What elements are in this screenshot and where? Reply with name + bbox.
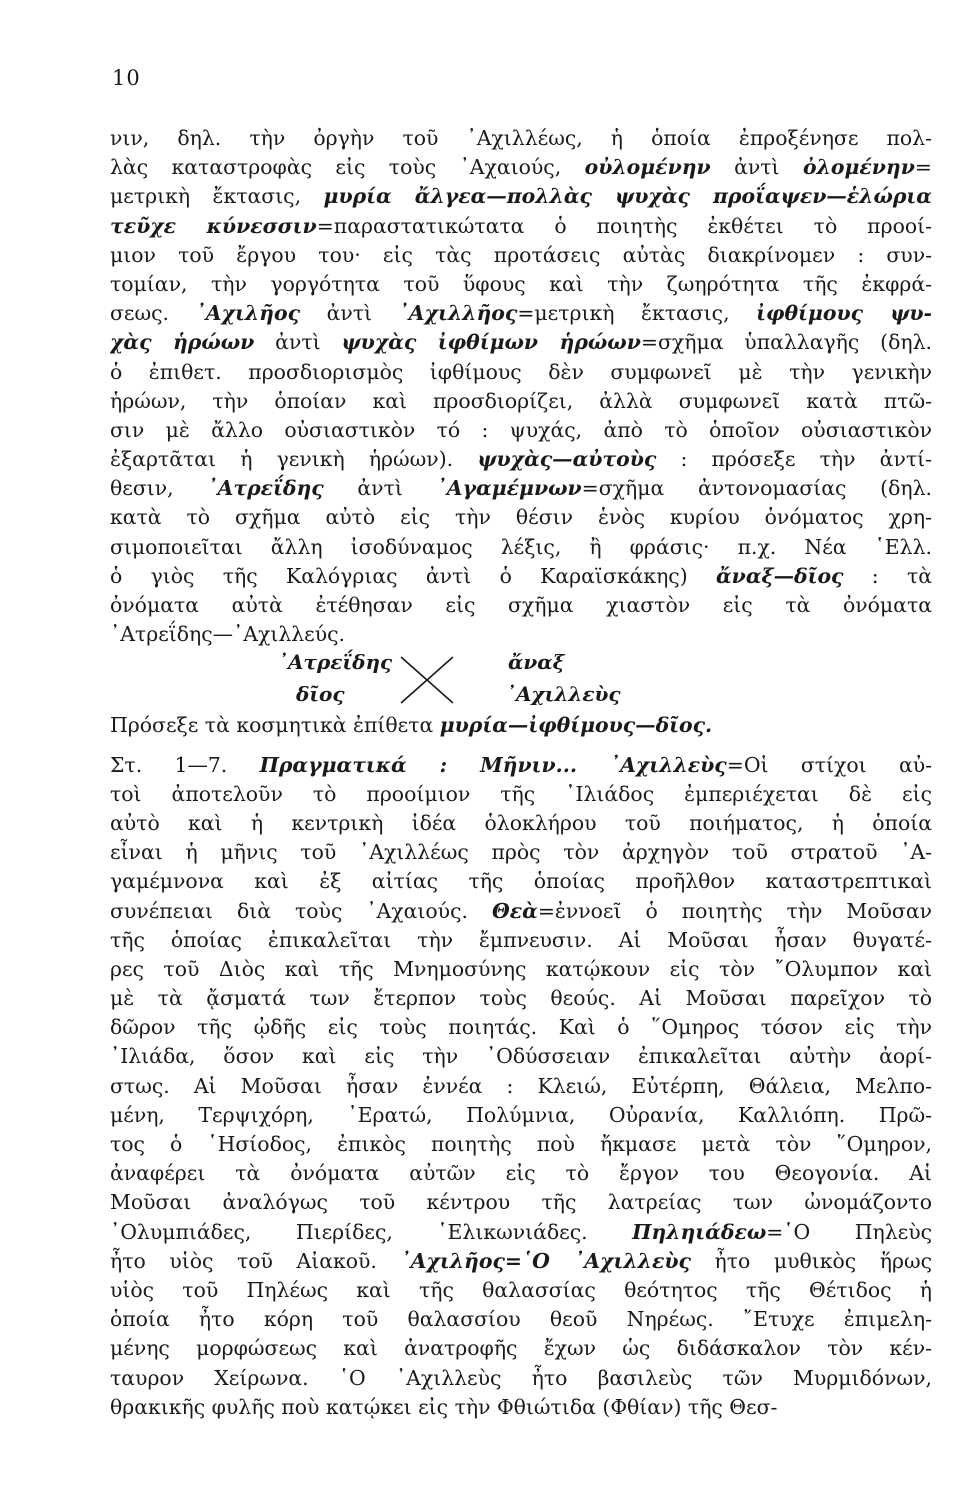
text-run: =σχῆμα ὑπαλλαγῆς (δηλ. bbox=[640, 330, 932, 355]
text-run: μετρικὴ ἔκτασις, bbox=[110, 184, 324, 209]
text-line bbox=[110, 182, 932, 211]
text-run: μὲ τὰ ᾄσματά των ἔτερπον τοὺς θεούς. Αἱ Μοῦσαι παρεῖχον τὸ bbox=[110, 986, 932, 1011]
text-run: ἡρώων, τὴν ὁποίαν καὶ προσδιορίζει, ἀλλὰ συμφωνεῖ κατὰ πτῶ- bbox=[110, 388, 932, 413]
emphasized-term: χὰς ἡρώων bbox=[110, 330, 255, 355]
text-run: =Οἱ στίχοι αὐ- bbox=[726, 752, 932, 777]
text-line bbox=[110, 1101, 932, 1130]
text-run: ᾽Ιλιάδα, ὅσον καὶ εἰς τὴν ᾽Οδύσσειαν ἐπικαλεῖται αὐτὴν ἀορί- bbox=[110, 1044, 932, 1069]
text-run: Μοῦσαι ἀναλόγως τοῦ κέντρου τῆς λατρείας των ὠνομάζοντο bbox=[110, 1190, 932, 1215]
text-line bbox=[110, 984, 932, 1013]
text-run: ἦτο υἱὸς τοῦ Αἰακοῦ. bbox=[110, 1248, 401, 1273]
text-run: ταυρον Χείρωνα. ῾Ο ᾽Αχιλλεὺς ἦτο βασιλεὺς τῶν Μυρμιδόνων, bbox=[110, 1365, 932, 1390]
text-run: τοὶ ἀποτελοῦν τὸ προοίμιον τῆς ᾽Ιλιάδος ἐμπεριέχεται δὲ εἰς bbox=[110, 781, 932, 806]
text-run: =῾Ο Πηλεὺς bbox=[766, 1219, 932, 1244]
text-run: ᾽Ατρεΐδης—᾽Αχιλλεύς. bbox=[110, 622, 346, 647]
text-run: ρες τοῦ Διὸς καὶ τῆς Μνημοσύνης κατῴκουν εἰς τὸν ῎Ολυμπον καὶ bbox=[110, 956, 932, 981]
text-run: υἱὸς τοῦ Πηλέως καὶ τῆς θαλασσίας θεότητος τῆς Θέτιδος ἡ bbox=[110, 1277, 932, 1302]
chiasm-top-left: ᾽Ατρεΐδης bbox=[278, 650, 393, 675]
text-run: σεως. bbox=[110, 301, 196, 326]
text-run: νιν, δηλ. τὴν ὀργὴν τοῦ ᾽Αχιλλέως, ἡ ὁποία ἐπροξένησε πολ- bbox=[110, 126, 932, 150]
text-line bbox=[110, 955, 932, 984]
text-run: λὰς καταστροφὰς εἰς τοὺς ᾽Αχαιούς, bbox=[110, 155, 585, 180]
text-line bbox=[110, 241, 932, 270]
text-line bbox=[110, 809, 932, 838]
emphasized-term: ἰφθίμους ψυ- bbox=[756, 301, 932, 326]
text-run: =παραστατικώτατα ὁ ποιητὴς ἐκθέτει τὸ προοί- bbox=[316, 213, 932, 238]
chiasm-diagram bbox=[110, 649, 932, 711]
text-line bbox=[110, 153, 932, 182]
emphasized-term: ᾽Αχιλῆος bbox=[195, 301, 301, 326]
emphasized-term: ᾽Αχιλῆος=῾Ο ᾽Αχιλλεὺς bbox=[400, 1248, 691, 1273]
text-line bbox=[110, 1072, 932, 1101]
text-run: ἀντὶ bbox=[323, 476, 437, 501]
text-run: γαμέμνονα καὶ ἐξ αἰτίας τῆς ὁποίας προῆλθον καταστρεπτικαὶ bbox=[110, 869, 932, 894]
text-run: ὀνόματα αὐτὰ ἐτέθησαν εἰς σχῆμα χιαστὸν εἰς τὰ ὀνόματα bbox=[110, 593, 932, 617]
text-line bbox=[110, 1364, 932, 1393]
text-run: ἀναφέρει τὰ ὀνόματα αὐτῶν εἰς τὸ ἔργον του Θεογονία. Αἱ bbox=[110, 1161, 932, 1186]
text-run: =σχῆμα ἀντονομασίας (δηλ. bbox=[581, 476, 932, 501]
text-line bbox=[110, 270, 932, 299]
emphasized-term: ᾽Αχιλλῆος bbox=[398, 301, 518, 326]
text-line bbox=[110, 533, 932, 562]
commentary-block-subject bbox=[110, 711, 932, 1422]
text-run: : πρόσεξε τὴν ἀντί- bbox=[656, 447, 932, 472]
text-run: τος ὁ ῾Ησίοδος, ἐπικὸς ποιητὴς ποὺ ἤκμασε μετὰ τὸν ῞Ομηρον, bbox=[110, 1132, 932, 1156]
text-line bbox=[110, 124, 932, 153]
text-line bbox=[110, 1247, 932, 1276]
text-line bbox=[110, 1042, 932, 1071]
text-run: Στ. 1—7. bbox=[110, 752, 260, 777]
text-line bbox=[110, 751, 932, 780]
emphasized-term: Πραγματικά : Μῆνιν... ᾽Αχιλλεὺς bbox=[259, 752, 727, 777]
text-run: ἀντὶ bbox=[254, 330, 342, 355]
text-line bbox=[110, 838, 932, 867]
emphasized-term: μυρία—ἰφθίμους—δῖος. bbox=[439, 713, 713, 738]
text-run: : τὰ bbox=[843, 563, 932, 588]
text-run: Πρόσεξε τὰ κοσμητικὰ ἐπίθετα bbox=[110, 713, 440, 738]
emphasized-term: Θεὰ bbox=[491, 898, 538, 923]
emphasized-term: ψυχὰς ἰφθίμων ἡρώων bbox=[341, 330, 641, 355]
text-run: κατὰ τὸ σχῆμα αὐτὸ εἰς τὴν θέσιν ἑνὸς κυρίου ὀνόματος χρη- bbox=[110, 505, 932, 530]
body-text bbox=[110, 124, 932, 1422]
text-line bbox=[110, 387, 932, 416]
page-number: 10 bbox=[112, 66, 141, 90]
text-line bbox=[110, 1305, 932, 1334]
text-run: =μετρικὴ ἔκτασις, bbox=[517, 301, 757, 326]
text-line bbox=[110, 1130, 932, 1159]
text-run: δῶρον τῆς ᾠδῆς εἰς τοὺς ποιητάς. Καὶ ὁ ῞Ομηρος τόσον εἰς τὴν bbox=[110, 1015, 932, 1040]
text-run: αὐτὸ καὶ ἡ κεντρικὴ ἰδέα ὁλοκλήρου τοῦ ποιήματος, ἡ ὁποία bbox=[110, 810, 932, 835]
text-run: = bbox=[914, 155, 932, 180]
chiasm-bottom-right: ᾽Αχιλλεὺς bbox=[506, 682, 621, 707]
text-line bbox=[110, 416, 932, 445]
text-line bbox=[110, 299, 932, 328]
text-run: ἀντὶ bbox=[300, 301, 399, 326]
text-line bbox=[110, 1013, 932, 1042]
text-run: ὁποία ἦτο κόρη τοῦ θαλασσίου θεοῦ Νηρέως. ῎Ετυχε ἐπιμελη- bbox=[110, 1307, 932, 1332]
text-line bbox=[110, 1334, 932, 1363]
commentary-block-notes bbox=[110, 124, 932, 649]
text-run: σιν μὲ ἄλλο οὐσιαστικὸν τό : ψυχάς, ἀπὸ τὸ ὁποῖον οὐσιαστικὸν bbox=[110, 417, 932, 442]
emphasized-term: Πηληιάδεω bbox=[632, 1219, 767, 1244]
text-run: στως. Αἱ Μοῦσαι ἦσαν ἐννέα : Κλειώ, Εὐτέρπη, Θάλεια, Μελπο- bbox=[110, 1073, 932, 1098]
text-line bbox=[110, 620, 932, 649]
text-line bbox=[110, 474, 932, 503]
chiasm-cross-lines bbox=[397, 653, 457, 707]
emphasized-term: ψυχὰς—αὐτοὺς bbox=[477, 447, 657, 472]
text-line bbox=[110, 1276, 932, 1305]
text-line bbox=[110, 1188, 932, 1217]
text-run: ὁ ἐπιθετ. προσδιορισμὸς ἰφθίμους δὲν συμφωνεῖ μὲ τὴν γενικὴν bbox=[110, 359, 932, 384]
text-run: ἦτο μυθικὸς ἥρως bbox=[690, 1248, 932, 1273]
text-run: μένη, Τερψιχόρη, ᾽Ερατώ, Πολύμνια, Οὐρανία, Καλλιόπη. Πρῶ- bbox=[110, 1102, 932, 1127]
text-line bbox=[110, 503, 932, 532]
text-line bbox=[110, 780, 932, 809]
emphasized-term: ἄναξ—δῖος bbox=[715, 563, 844, 588]
text-run: εἶναι ἡ μῆνις τοῦ ᾽Αχιλλέως πρὸς τὸν ἀρχηγὸν τοῦ στρατοῦ ᾽Α- bbox=[110, 840, 932, 865]
emphasized-term: οὐλομένην bbox=[584, 155, 711, 180]
text-run: =ἐννοεῖ ὁ ποιητὴς τὴν Μοῦσαν bbox=[537, 898, 932, 923]
emphasized-term: τεῦχε κύνεσσιν bbox=[110, 213, 317, 238]
chiasm-bottom-left: δῖος bbox=[296, 682, 345, 707]
text-line bbox=[110, 445, 932, 474]
chiasm-top-right: ἄναξ bbox=[508, 650, 565, 675]
emphasized-term: μυρία ἄλγεα—πολλὰς ψυχὰς προΐαψεν—ἑλώρια bbox=[323, 184, 932, 209]
text-run: ἀντὶ bbox=[710, 155, 803, 180]
text-line bbox=[110, 591, 932, 620]
text-run: θεσιν, bbox=[110, 476, 208, 501]
text-line bbox=[110, 328, 932, 357]
text-run: τομίαν, τὴν γοργότητα τοῦ ὕφους καὶ τὴν ζωηρότητα τῆς ἐκφρά- bbox=[110, 271, 932, 296]
text-line bbox=[110, 358, 932, 387]
emphasized-term: ὀλομένην bbox=[802, 155, 915, 180]
emphasized-term: ᾽Ατρεΐδης bbox=[207, 476, 324, 501]
text-line bbox=[110, 1218, 932, 1247]
text-run: ἐξαρτᾶται ἡ γενικὴ ἡρώων). bbox=[110, 447, 478, 472]
text-run: ᾽Ολυμπιάδες, Πιερίδες, ῾Ελικωνιάδες. bbox=[110, 1219, 633, 1244]
emphasized-term: ᾽Αγαμέμνων bbox=[436, 476, 582, 501]
text-run: μιον τοῦ ἔργου του· εἰς τὰς προτάσεις αὐτὰς διακρίνομεν : συν- bbox=[110, 242, 932, 267]
text-line bbox=[110, 1159, 932, 1188]
text-line bbox=[110, 711, 932, 740]
text-line bbox=[110, 926, 932, 955]
text-line bbox=[110, 1393, 932, 1422]
text-run: μένης μορφώσεως καὶ ἀνατροφῆς ἔχων ὡς διδάσκαλον τὸν κέν- bbox=[110, 1336, 932, 1361]
text-run: θρακικῆς φυλῆς ποὺ κατῴκει εἰς τὴν Φθιώτιδα (Φθίαν) τῆς Θεσ- bbox=[110, 1394, 778, 1419]
text-run: σιμοποιεῖται ἄλλη ἰσοδύναμος λέξις, ἢ φράσις· π.χ. Νέα ῾Ελλ. bbox=[110, 534, 932, 559]
text-line bbox=[110, 562, 932, 591]
text-run: συνέπειαι διὰ τοὺς ᾽Αχαιούς. bbox=[110, 898, 492, 923]
text-line bbox=[110, 897, 932, 926]
text-run: τῆς ὁποίας ἐπικαλεῖται τὴν ἔμπνευσιν. Αἱ Μοῦσαι ἦσαν θυγατέ- bbox=[110, 927, 932, 952]
text-run: ὁ γιὸς τῆς Καλόγριας ἀντὶ ὁ Καραϊσκάκης) bbox=[110, 563, 716, 588]
text-line bbox=[110, 212, 932, 241]
text-line bbox=[110, 867, 932, 896]
